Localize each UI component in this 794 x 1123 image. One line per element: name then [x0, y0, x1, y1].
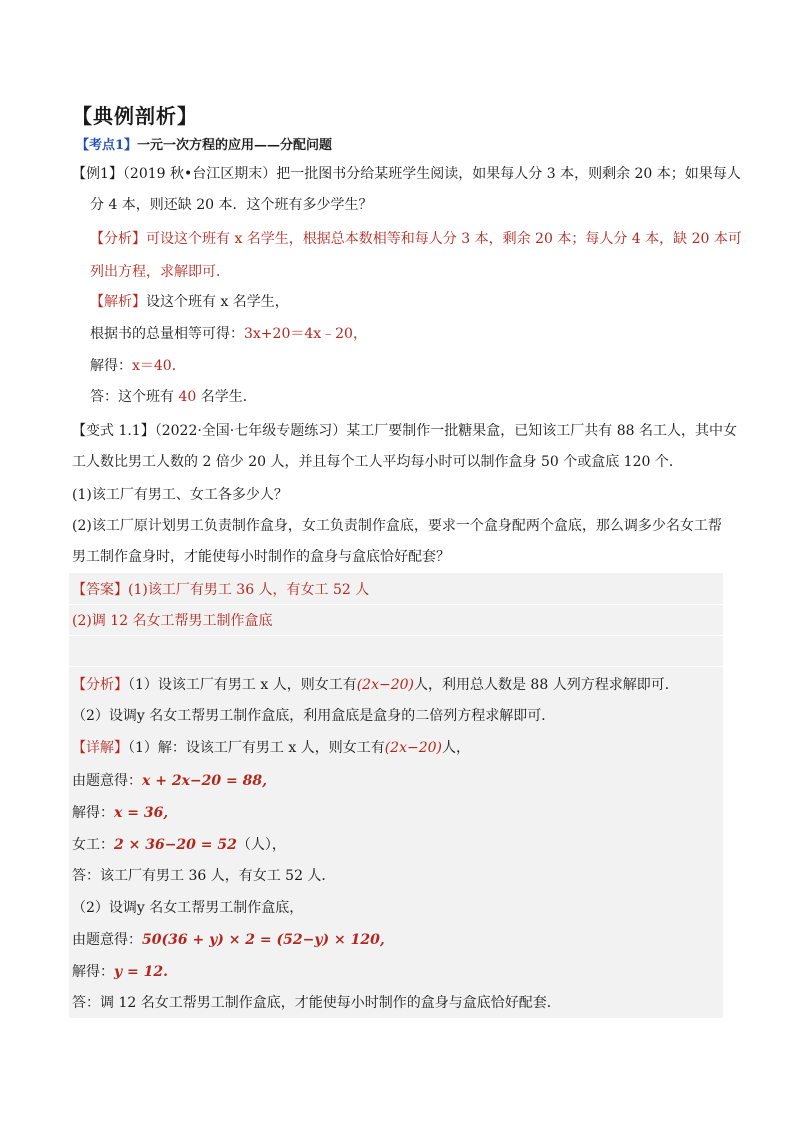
detail-equation-2 [72, 930, 385, 950]
answer-analysis-tag: 【分析】 [72, 677, 128, 693]
detail-female-count [72, 835, 286, 855]
analysis-tag: 【分析】 [90, 231, 146, 247]
detail-solution-2 [72, 962, 168, 982]
variant-question-2-line2: 男工制作盒身时，才能使每小时制作的盒身与盒底恰好配套？ [72, 549, 450, 565]
variant-question-2-line1: (2)该工厂原计划男工负责制作盒身，女工负责制作盒底，要求一个盒身配两个盒底，那么调多少名女工帮 [72, 518, 722, 534]
detail-line1 [72, 738, 470, 758]
answer-2: (2)调 12 名女工帮男工制作盒底 [72, 613, 273, 629]
solution-line3 [90, 356, 186, 376]
example1-line1 [72, 164, 741, 184]
detail-sol1-prefix: 解得： [72, 805, 114, 821]
solution-line4 [90, 387, 257, 407]
analysis-line1 [90, 229, 742, 249]
solution-equation-1: 3x+20＝4x﹣20， [244, 326, 367, 342]
detail-answer-1: 答：该工厂有男工 36 人，有女工 52 人． [72, 868, 336, 884]
detail1-math: (2x−20) [384, 740, 442, 756]
detail-sol2-prefix: 解得： [72, 964, 114, 980]
detail-eq2: 50(36 + y) × 2 = (52−y) × 120, [142, 932, 385, 948]
answer-analysis1-a: （1）设该工厂有男工 x 人，则女工有 [128, 677, 357, 693]
variant-line2: 工人数比男工人数的 2 倍少 20 人，并且每个工人平均每小时可以制作盒身 50 个或盒底 120 个． [72, 454, 683, 470]
kaodian-line [76, 136, 332, 156]
solution-line1 [90, 292, 289, 312]
detail-eq2-prefix: 由题意得： [72, 932, 142, 948]
kaodian-tag: 【考点1】 [76, 138, 138, 153]
answer-analysis1-math: (2x−20) [356, 677, 414, 693]
detail-female-prefix: 女工： [72, 837, 114, 853]
variant-line1 [72, 421, 737, 441]
solution-answer-number: 40 [178, 389, 197, 405]
example1-tag: 【例1】 [72, 166, 123, 182]
detail-part2-intro: （2）设调y 名女工帮男工制作盒底， [72, 900, 304, 916]
example1-text: （2019 秋•台江区期末）把一批图书分给某班学生阅读，如果每人分 3 本，则剩余 20 本；如果每人 [122, 166, 741, 182]
solution-result: x＝40． [132, 358, 186, 374]
answer-analysis-line1 [72, 675, 679, 695]
detail-female-unit: （人）， [236, 837, 286, 853]
variant-question-1: (1)该工厂有男工、女工各多少人？ [72, 487, 288, 503]
detail-solution-1 [72, 803, 168, 823]
detail-sol2: y = 12. [114, 964, 168, 980]
solution-line2 [90, 324, 367, 344]
example1-line2: 分 4 本，则还缺 20 本．这个班有多少学生？ [90, 197, 373, 213]
answer-analysis1-b: 人，利用总人数是 88 人列方程求解即可． [413, 677, 679, 693]
detail-eq1: x + 2x−20 = 88, [142, 773, 267, 789]
solution-tag: 【解析】 [90, 294, 146, 310]
detail1-b: 人， [441, 740, 470, 756]
detail-answer-2: 答：调 12 名女工帮男工制作盒底，才能使每小时制作的盒身与盒底恰好配套． [72, 995, 561, 1011]
detail-tag: 【详解】 [72, 740, 128, 756]
analysis-line2: 列出方程，求解即可． [90, 264, 230, 280]
variant-text: （2022·全国·七年级专题练习）某工厂要制作一批糖果盒，已知该工厂共有 88 名工人，其中女 [154, 423, 737, 439]
answer-shade-3 [69, 635, 723, 666]
solution-text: 设这个班有 x 名学生， [146, 294, 289, 310]
solution-line4-suffix: 名学生． [196, 389, 257, 405]
kaodian-title: 一元一次方程的应用——分配问题 [137, 138, 333, 153]
detail-female-eq: 2 × 36−20 = 52 [114, 837, 237, 853]
detail-equation-1 [72, 771, 267, 791]
detail1-a: （1）解：设该工厂有男工 x 人，则女工有 [128, 740, 385, 756]
solution-line3-prefix: 解得： [90, 358, 132, 374]
section-heading: 【典例剖析】 [72, 104, 198, 128]
detail-eq1-prefix: 由题意得： [72, 773, 142, 789]
answer-analysis-line2: （2）设调y 名女工帮男工制作盒底，利用盒底是盒身的二倍列方程求解即可． [72, 708, 556, 724]
answer-1: (1)该工厂有男工 36 人，有女工 52 人 [128, 582, 370, 598]
variant-tag: 【变式 1.1】 [72, 423, 155, 439]
analysis-text: 可设这个班有 x 名学生，根据总本数相等和每人分 3 本，剩余 20 本；每人分 4 本，缺 20 本可 [146, 231, 742, 247]
solution-line4-prefix: 答：这个班有 [90, 389, 179, 405]
solution-line2-prefix: 根据书的总量相等可得： [90, 326, 244, 342]
answer-tag: 【答案】 [72, 582, 128, 598]
detail-sol1: x = 36, [114, 805, 169, 821]
answer-line-1 [72, 580, 369, 600]
